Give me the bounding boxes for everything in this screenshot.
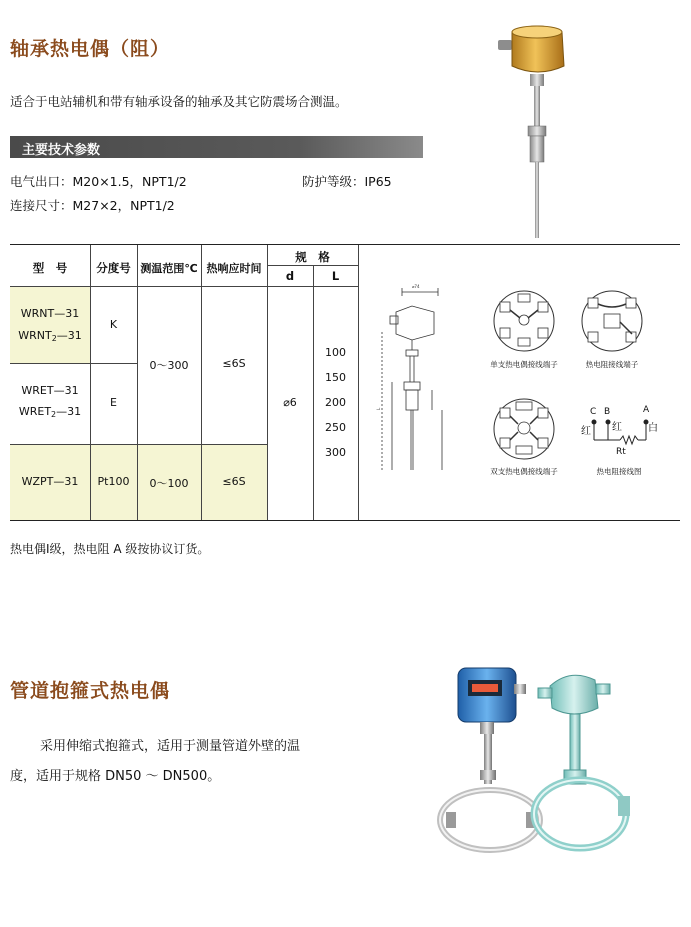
row2-model-a: WRET—31	[21, 384, 79, 397]
row2-division: E	[110, 396, 117, 409]
row2-model-b-sub: 2	[51, 410, 57, 419]
wire-red-2: 红	[612, 422, 622, 433]
rtd-terminal-diagram	[578, 288, 646, 354]
table-bottom-border	[10, 520, 680, 521]
table-top-border	[10, 244, 680, 245]
table-grid-line	[10, 444, 267, 445]
table-grid-line	[90, 363, 138, 364]
svg-text:L: L	[376, 407, 381, 410]
label-double-tc: 双支热电偶接线端子	[490, 467, 558, 476]
spec-section-label: 主要技术参数	[22, 143, 101, 158]
row1-model-cell	[10, 287, 90, 363]
protection-grade-spec: 防护等级：IP65	[302, 174, 392, 189]
electrical-outlet-spec: 电气出口：M20×1.5，NPT1/2	[10, 174, 187, 189]
shared-range: 0～300	[149, 359, 189, 372]
label-rtd-terminal: 热电阻接线端子	[585, 360, 639, 369]
spec-L-value: 150	[325, 371, 346, 384]
section2-line1: 采用伸缩式抱箍式，适用于测量管道外壁的温	[40, 739, 301, 754]
row3-model: WZPT—31	[21, 475, 79, 488]
bearing-thermocouple-image	[490, 18, 580, 240]
row1-model-a: WRNT—31	[20, 307, 80, 320]
header-d: d	[285, 269, 295, 283]
row3-division: Pt100	[97, 475, 130, 488]
header-range: 测温范围℃	[140, 262, 198, 275]
row1-division: K	[109, 318, 118, 331]
page-title: 轴承热电偶（阻）	[10, 38, 171, 60]
row1-model-b-sub: 2	[51, 334, 57, 343]
table-grid-line	[267, 265, 358, 266]
spec-L-value: 200	[325, 396, 346, 409]
spec-L-value: 250	[325, 421, 346, 434]
row3-range: 0～100	[149, 477, 189, 490]
section2-line2: 度，适用于规格 DN50 ～ DN500。	[10, 769, 221, 784]
pipe-clamp-thermocouple-image	[430, 660, 680, 860]
order-footnote: 热电偶Ⅰ级，热电阻 A 级按协议订货。	[10, 542, 210, 556]
row2-model-b-suffix: —31	[56, 405, 82, 418]
wire-red-1: 红	[581, 426, 591, 437]
header-division: 分度号	[96, 261, 131, 275]
dimension-drawing	[372, 282, 468, 478]
row2-model-b	[10, 405, 90, 419]
spec-section-header	[10, 136, 423, 158]
header-spec: 规 格	[295, 250, 330, 264]
svg-text:⌀74: ⌀74	[412, 284, 420, 289]
label-single-tc: 单支热电偶接线端子	[490, 360, 558, 369]
table-grid-line	[10, 286, 358, 287]
table-grid-line	[313, 265, 314, 520]
table-grid-line	[358, 245, 359, 520]
header-L: L	[331, 269, 340, 283]
row1-model-b-suffix: —31	[56, 329, 82, 342]
double-tc-terminal-diagram	[490, 396, 558, 462]
rt-label: Rt	[616, 447, 626, 457]
section2-title: 管道抱箍式热电偶	[10, 680, 171, 702]
header-response: 热响应时间	[206, 262, 262, 275]
header-model: 型 号	[32, 261, 68, 275]
spec-L-value: 300	[325, 446, 346, 459]
row1-model-b-prefix: WRNT	[18, 329, 52, 342]
connection-size-spec: 连接尺寸：M27×2，NPT1/2	[10, 198, 175, 213]
product-description: 适合于电站辅机和带有轴承设备的轴承及其它防震场合测温。	[10, 94, 348, 109]
shared-response: ≤6S	[222, 357, 246, 370]
spec-d-value: ⌀6	[283, 396, 297, 409]
row1-model-b	[10, 329, 90, 343]
spec-L-value: 100	[325, 346, 346, 359]
row2-model-b-prefix: WRET	[18, 405, 52, 418]
table-grid-line	[10, 363, 91, 364]
wire-white: 白	[648, 423, 658, 434]
wire-label-b: B	[604, 407, 611, 417]
label-rtd-wiring: 热电阻接线图	[596, 467, 642, 476]
wire-label-c: C	[590, 407, 597, 417]
single-tc-terminal-diagram	[490, 288, 558, 354]
wire-label-a: A	[643, 405, 650, 415]
row3-response: ≤6S	[222, 475, 246, 488]
